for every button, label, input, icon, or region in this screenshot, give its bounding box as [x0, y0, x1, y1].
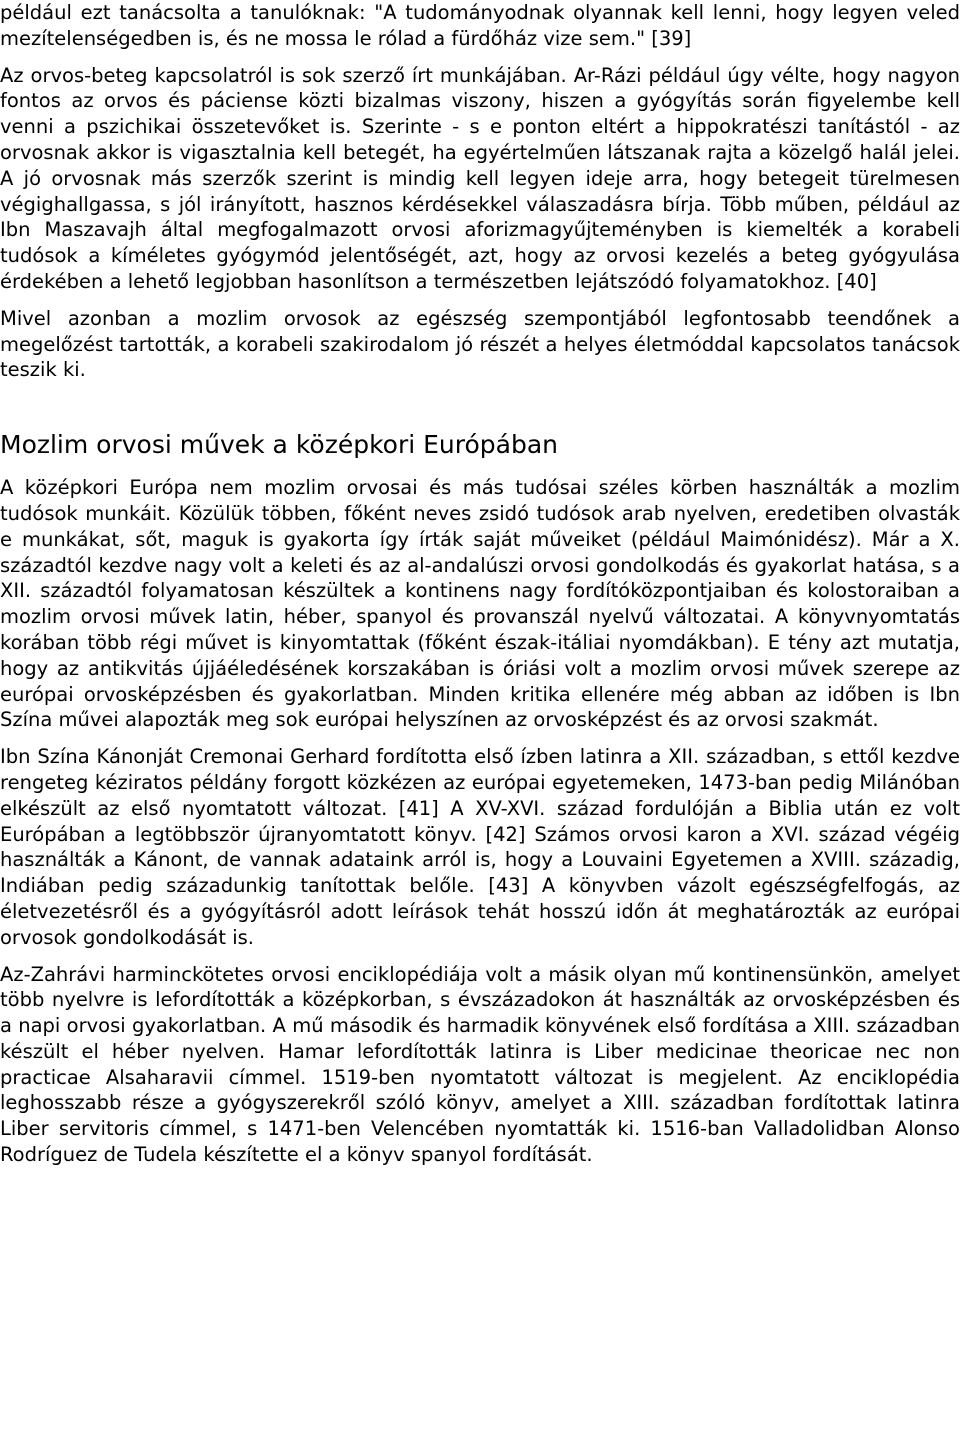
paragraph-6: Az-Zahrávi harminckötetes orvosi enciklopédiája volt a másik olyan mű kontinensünkön, amelyet több nyelvre is lefordították a középkorban, s évszázadokon át használták az orvosképzésben és a napi orvosi gyakorlatban. A mű második és harmadik könyvének első fordítása a XIII. században készült el héber nyelven. Hamar lefordították latinra is Liber medicinae theoricae nec non practicae Alsaharavii címmel. 1519-ben nyomtatott változat is megjelent. Az enciklopédia leghosszabb része a gyógyszerekről szóló könyv, amelyet a XIII. században fordítottak latinra Liber servitoris címmel, s 1471-ben Velencében nyomtatták ki. 1516-ban Valladolidban Alonso Rodríguez de Tudela készítette el a könyv spanyol fordítását.: [0, 962, 960, 1167]
paragraph-5: Ibn Szína Kánonját Cremonai Gerhard fordította első ízben latinra a XII. században, s ettől kezdve rengeteg kéziratos példány forgott közkézen az európai egyetemeken, 1473-ban pedig Milánóban elkészült az első nyomtatott változat. [41] A XV-XVI. század fordulóján a Biblia után ez volt Európában a legtöbbször újranyomtatott könyv. [42] Számos orvosi karon a XVI. század végéig használták a Kánont, de vannak adataink arról is, hogy a Louvaini Egyetemen a XVIII. századig, Indiában pedig századunkig tanítottak belőle. [43] A könyvben vázolt egészségfelfogás, az életvezetésről és a gyógyításról adott leírások tehát hosszú időn át meghatározták az európai orvosok gondolkodását is.: [0, 745, 960, 949]
paragraph-3: Mivel azonban a mozlim orvosok az egészség szempontjából legfontosabb teendőnek a megelőzést tartották, a korabeli szakirodalom jó részét a helyes életmóddal kapcsolatos tanácsok teszik ki.: [0, 306, 960, 382]
paragraph-4: A középkori Európa nem mozlim orvosai és más tudósai széles körben használták a mozlim tudósok munkáit. Közülük többen, főként neves zsidó tudósok arab nyelven, eredetiben olvasták e munkákat, sőt, maguk is gyakorta így írták saját műveiket (például Maimónidész). Már a X. századtól kezdve nagy volt a keleti és az al-andalúszi orvosi gondolkodás és gyakorlat hatása, s a XII. századtól folyamatosan készültek a kontinens nagy fordítóközpontjaiban és kolostoraiban a mozlim orvosi művek latin, héber, spanyol és provanszál nyelvű változatai. A könyvnyomtatás korában több régi művet is kinyomtattak (főként észak-itáliai nyomdákban). E tény azt mutatja, hogy az antikvitás újjáéledésének korszakában is óriási volt a mozlim orvosi művek szerepe az európai orvosképzésben és gyakorlatban. Minden kritika ellenére még abban az időben is Ibn Szína művei alapozták meg sok európai helyszínen az orvosképzést és az orvosi szakmát.: [0, 476, 960, 732]
section-heading: Mozlim orvosi művek a középkori Európában: [0, 430, 559, 460]
paragraph-2: Az orvos-beteg kapcsolatról is sok szerző írt munkájában. Ar-Rázi például úgy vélte, hogy nagyon fontos az orvos és páciense közti bizalmas viszony, hiszen a gyógyítás során figyelembe kell venni a pszichikai összetevőket is. Szerinte - s e ponton eltért a hippokratészi tanítástól - az orvosnak akkor is vigasztalnia kell betegét, ha egyértelműen látszanak rajta a közelgő halál jelei. A jó orvosnak más szerzők szerint is mindig kell legyen ideje arra, hogy betegeit türelmesen végighallgassa, s jól irányított, hasznos kérdésekkel válaszadásra bírja. Több műben, például az Ibn Maszavajh által megfogalmazott orvosi aforizmagyűjteményben is kiemelték a korabeli tudósok a kíméletes gyógymód jelentőségét, azt, hogy az orvosi kezelés a beteg gyógyulása érdekében a lehető legjobban hasonlítson a természetben lejátszódó folyamatokhoz. [40]: [0, 63, 960, 293]
paragraph-1: például ezt tanácsolta a tanulóknak: "A tudományodnak olyannak kell lenni, hogy legyen veled mezítelenségedben is, és ne mossa le rólad a fürdőház vize sem." [39]: [0, 1, 960, 50]
